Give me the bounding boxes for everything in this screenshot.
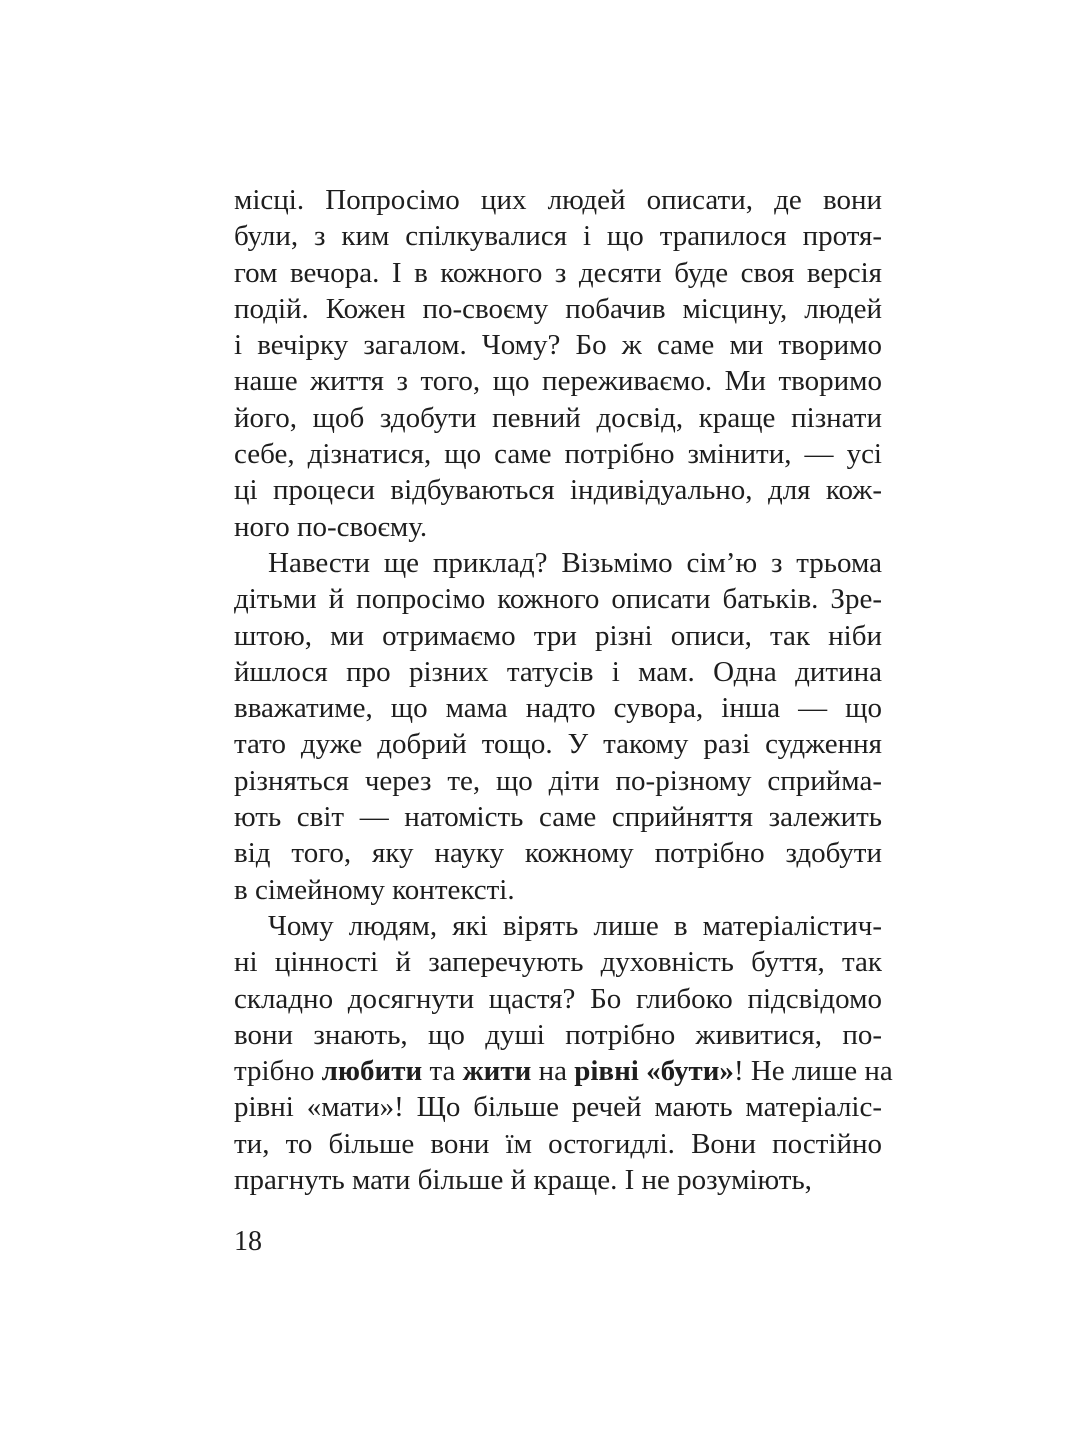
text-line [234,400,882,436]
text-segment: подій. Кожен по-своєму побачив місцину, людей [234,292,882,325]
body-text [234,182,893,1198]
text-line [234,509,882,545]
text-segment: гом вечора. І в кожного з десяти буде своя версія [234,256,882,289]
text-line [234,327,882,363]
text-line [234,291,882,327]
bold-text-segment: любити [321,1055,423,1088]
text-line [234,472,882,508]
text-segment: від того, яку науку кожному потрібно здобути [234,837,882,870]
text-segment: ні цінності й заперечують духовність буття, так [234,946,882,979]
text-segment: ного по-своєму. [234,510,428,543]
text-line [234,581,882,617]
text-line [234,690,882,726]
text-line [234,1017,882,1053]
text-line [234,944,882,980]
bold-text-segment: рівні «бути» [574,1055,734,1088]
text-segment: йшлося про різних татусів і мам. Одна дитина [234,655,882,688]
text-segment: трібно [234,1055,322,1088]
text-segment: прагнуть мати більше й краще. І не розуміють, [234,1164,812,1197]
text-segment: були, з ким спілкувалися і що трапилося протя- [234,220,882,253]
text-segment: ці процеси відбуваються індивідуально, для кож- [234,474,882,507]
page-number: 18 [234,1226,262,1257]
text-line [234,1126,882,1162]
text-segment: ти, то більше вони їм остогидлі. Вони постійно [234,1127,882,1160]
text-segment: різняться через те, що діти по-різному сприйма- [234,764,882,797]
text-segment: штою, ми отримаємо три різні описи, так ніби [234,619,882,652]
text-segment: на [531,1055,575,1088]
text-segment: його, щоб здобути певний досвід, краще пізнати [234,401,882,434]
text-line [234,618,882,654]
text-segment: Навести ще приклад? Візьмімо сім’ю з трьома [268,546,882,579]
bold-text-segment: жити [462,1055,532,1088]
paragraph [234,545,882,908]
text-line [234,835,882,871]
text-line [234,436,882,472]
text-segment: рівні «мати»! Що більше речей мають матеріаліс- [234,1091,882,1124]
text-segment: складно досягнути щастя? Бо глибоко підсвідомо [234,982,882,1015]
text-line [234,545,882,581]
paragraph [234,908,893,1198]
text-segment: дітьми й попросімо кожного описати батьків. Зре- [234,583,882,616]
text-segment: тато дуже добрий тощо. У такому разі судження [234,728,882,761]
text-line [234,763,882,799]
text-line [234,218,882,254]
text-segment: місці. Попросімо цих людей описати, де вони [234,184,882,216]
text-line [234,872,882,908]
text-line [234,363,882,399]
text-line [234,654,882,690]
text-segment: вони знають, що душі потрібно живитися, по- [234,1018,882,1051]
text-line [234,1089,882,1125]
text-segment: наше життя з того, що переживаємо. Ми творимо [234,365,882,398]
text-segment: і вечірку загалом. Чому? Бо ж саме ми творимо [234,329,882,362]
text-line [234,1053,893,1089]
text-segment: вважатиме, що мама надто сувора, інша — що [234,692,882,725]
text-segment: ! Не лише на [733,1055,893,1088]
text-line [234,182,882,218]
text-line [234,726,882,762]
text-segment: Чому людям, які вірять лише в матеріалістич- [268,909,882,942]
text-line [234,255,882,291]
text-segment: та [422,1055,463,1088]
text-line [234,799,882,835]
text-segment: в сімейному контексті. [234,873,515,906]
text-segment: ють світ — натомість саме сприйняття залежить [234,801,882,834]
text-segment: себе, дізнатися, що саме потрібно змінити, — усі [234,438,882,471]
text-line [234,981,882,1017]
text-line [234,908,882,944]
paragraph [234,182,882,545]
text-line [234,1162,882,1198]
